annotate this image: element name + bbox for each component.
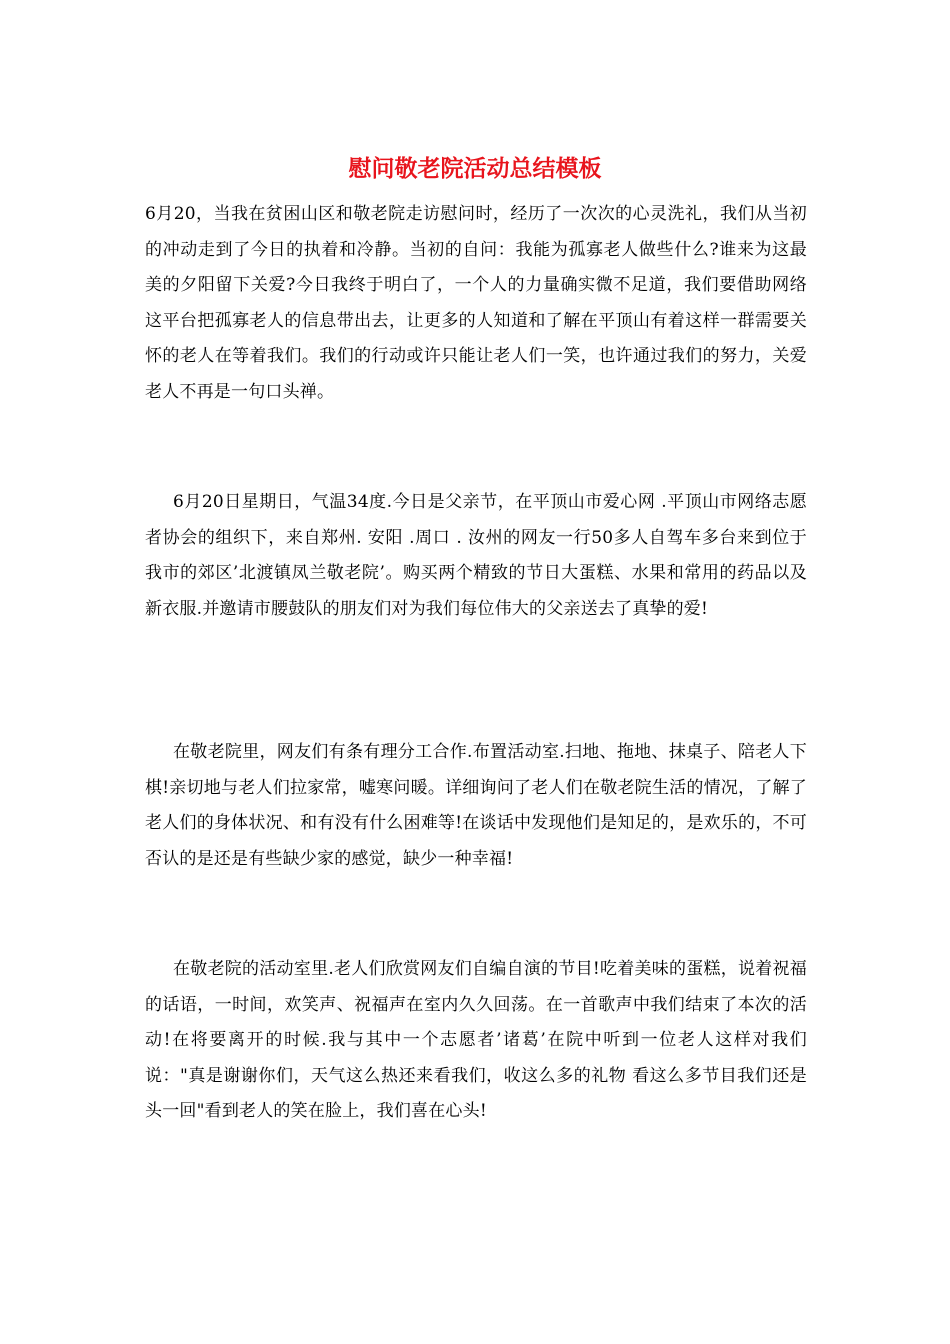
paragraph-2: 6月20日星期日，气温34度.今日是父亲节，在平顶山市爱心网 .平顶山市网络志愿者协会的组织下，来自郑州. 安阳 .周口 . 汝州的网友一行50多人自驾车多台来到位于我市的郊区’北渡镇凤兰敬老院’。购买两个精致的节日大蛋糕、水果和常用的药品以及新衣服.并邀请市腰鼓队的朋友们对为我们每位伟大的父亲送去了真挚的爱! (145, 492, 807, 619)
document-title: 慰问敬老院活动总结模板 (348, 156, 602, 182)
paragraph-1: 6月20，当我在贫困山区和敬老院走访慰问时，经历了一次次的心灵洗礼，我们从当初的冲动走到了今日的执着和冷静。当初的自问：我能为孤寡老人做些什么?谁来为这最美的夕阳留下关爱?今日我终于明白了，一个人的力量确实微不足道，我们要借助网络这平台把孤寡老人的信息带出去，让更多的人知道和了解在平顶山有着这样一群需要关怀的老人在等着我们。我们的行动或许只能让老人们一笑，也许通过我们的努力，关爱老人不再是一句口头禅。 (145, 204, 807, 402)
paragraph-4: 在敬老院的活动室里.老人们欣赏网友们自编自演的节目!吃着美味的蛋糕，说着祝福的话语，一时间，欢笑声、祝福声在室内久久回荡。在一首歌声中我们结束了本次的活动!在将要离开的时候.我与其中一个志愿者’诸葛’在院中听到一位老人这样对我们说："真是谢谢你们，天气这么热还来看我们，收这么多的礼物 看这么多节目我们还是头一回"看到老人的笑在脸上，我们喜在心头! (145, 959, 807, 1121)
paragraph-3: 在敬老院里，网友们有条有理分工合作.布置活动室.扫地、拖地、抹桌子、陪老人下棋!亲切地与老人们拉家常，嘘寒问暖。详细询问了老人们在敬老院生活的情况，了解了老人们的身体状况、和有没有什么困难等!在谈话中发现他们是知足的，是欢乐的，不可否认的是还是有些缺少家的感觉，缺少一种幸福! (145, 742, 807, 869)
